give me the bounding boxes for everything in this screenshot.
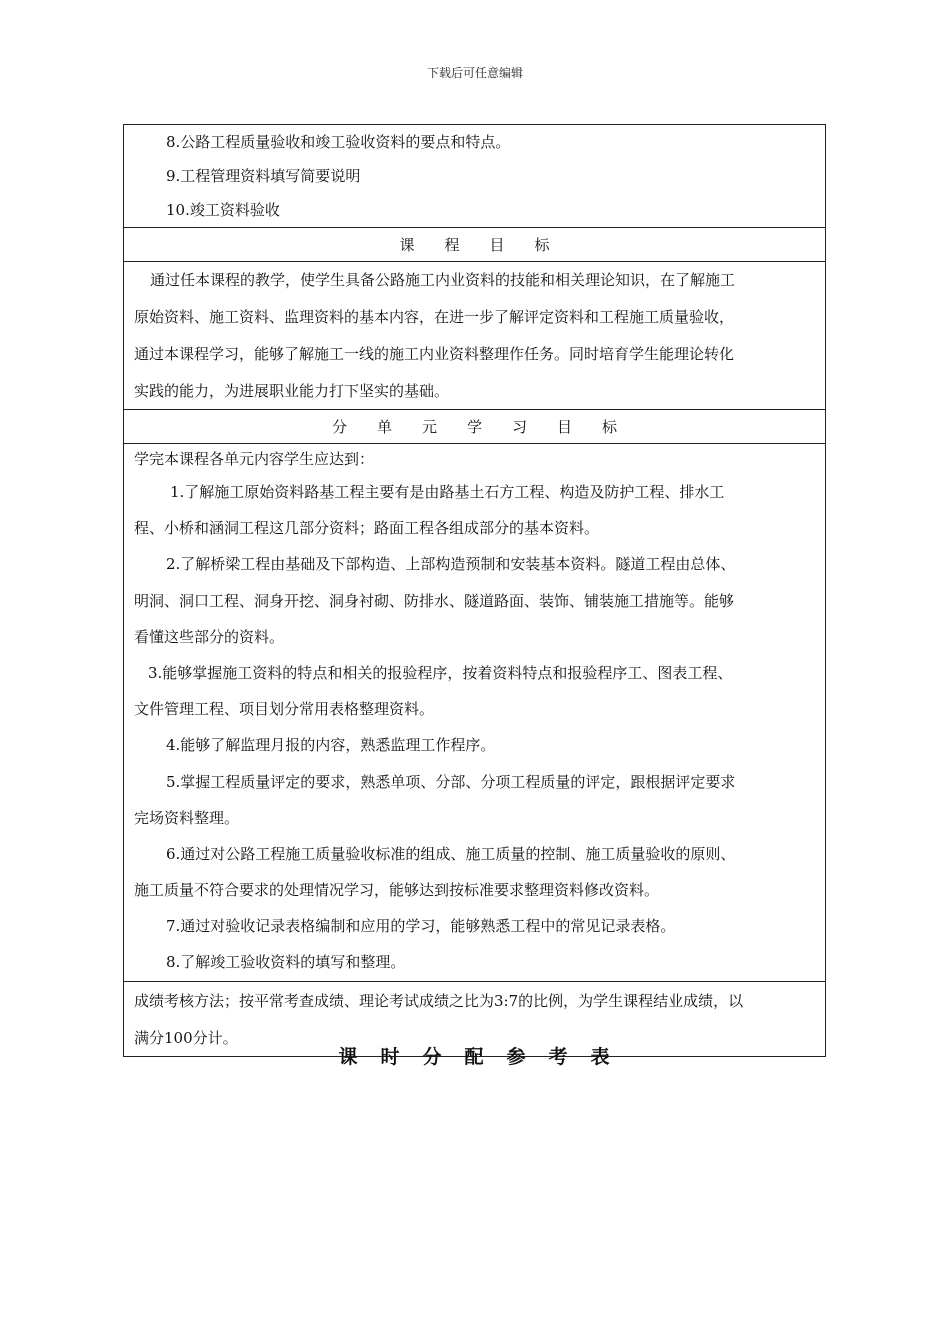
- course-goal-line: 通过任本课程的教学，使学生具备公路施工内业资料的技能和相关理论知识，在了解施工: [150, 271, 736, 289]
- unit-goal-line: 5.掌握工程质量评定的要求，熟悉单项、分部、分项工程质量的评定，跟根据评定要求: [166, 772, 736, 791]
- content-items-cell: [124, 125, 825, 228]
- course-goal-line: 通过本课程学习，能够了解施工一线的施工内业资料整理作任务。同时培育学生能理论转化: [134, 345, 735, 363]
- assessment-line: 满分100分计。: [134, 1028, 238, 1047]
- unit-goals-heading: 分 单 元 学 习 目 标: [124, 410, 825, 444]
- unit-goal-line: 8.了解竣工验收资料的填写和整理。: [166, 953, 406, 972]
- content-item: 9.工程管理资料填写简要说明: [166, 167, 361, 185]
- unit-goal-line: 3.能够掌握施工资料的特点和相关的报验程序，按着资料特点和报验程序工、图表工程、: [148, 663, 733, 682]
- content-item: 8.公路工程质量验收和竣工验收资料的要点和特点。: [166, 133, 511, 151]
- course-table: [123, 124, 826, 1057]
- unit-goal-line: 完场资料整理。: [134, 808, 240, 827]
- content-item: 10.竣工资料验收: [166, 201, 280, 219]
- course-goal-line: 原始资料、施工资料、监理资料的基本内容，在进一步了解评定资料和工程施工质量验收，: [134, 308, 735, 326]
- bottom-title: 课 时 分 配 参 考 表: [338, 1046, 612, 1068]
- unit-goal-line: 1.了解施工原始资料路基工程主要有是由路基土石方工程、构造及防护工程、排水工: [170, 483, 725, 501]
- course-goal-body: [124, 262, 825, 410]
- unit-goals-intro: 学完本课程各单元内容学生应达到：: [134, 450, 375, 468]
- unit-goal-line: 7.通过对验收记录表格编制和应用的学习，能够熟悉工程中的常见记录表格。: [166, 917, 676, 936]
- header-note: 下载后可任意编辑: [426, 66, 523, 80]
- unit-goal-line: 施工质量不符合要求的处理情况学习，能够达到按标准要求整理资料修改资料。: [134, 881, 660, 900]
- unit-goal-line: 明洞、洞口工程、洞身开挖、洞身衬砌、防排水、隧道路面、装饰、铺装施工措施等。能够: [134, 591, 735, 610]
- unit-goal-line: 看懂这些部分的资料。: [134, 627, 285, 646]
- unit-goal-line: 程、小桥和涵洞工程这几部分资料；路面工程各组成部分的基本资料。: [134, 519, 600, 538]
- unit-goal-line: 4.能够了解监理月报的内容，熟悉监理工作程序。: [166, 736, 496, 755]
- assessment-line: 成绩考核方法；按平常考查成绩、理论考试成绩之比为3:7的比例，为学生课程结业成绩，以: [134, 991, 744, 1010]
- unit-goal-line: 6.通过对公路工程施工质量验收标准的组成、施工质量的控制、施工质量验收的原则、: [166, 844, 736, 863]
- unit-goal-line: 文件管理工程、项目划分常用表格整理资料。: [134, 700, 435, 719]
- unit-goal-line: 2.了解桥梁工程由基础及下部构造、上部构造预制和安装基本资料。隧道工程由总体、: [166, 555, 736, 574]
- course-goal-line: 实践的能力，为进展职业能力打下坚实的基础。: [134, 382, 450, 400]
- course-goal-heading: 课 程 目 标: [124, 228, 825, 262]
- unit-goals-body: [124, 444, 825, 982]
